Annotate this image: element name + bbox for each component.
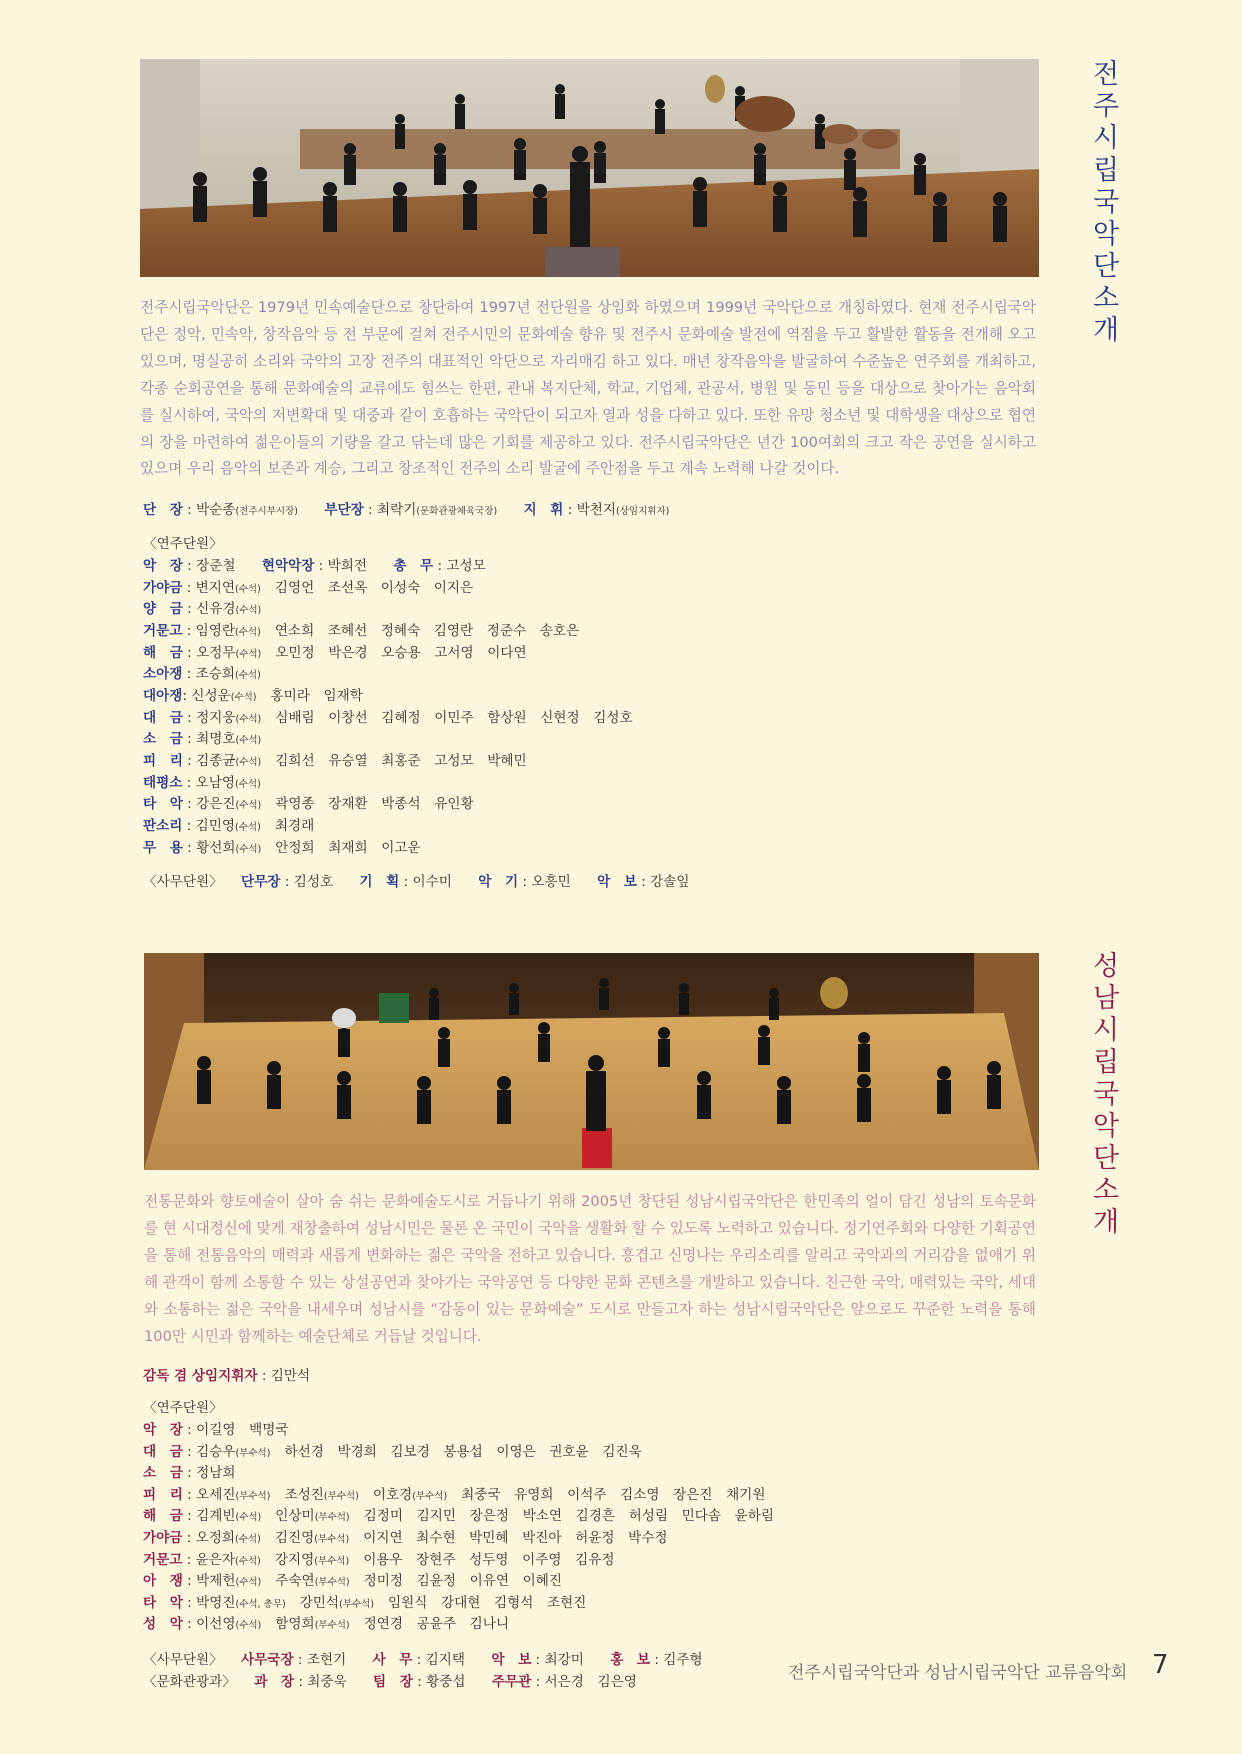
name-dan: 박순종 <box>196 502 236 518</box>
name-ji: 박천지 <box>576 502 617 518</box>
member-label: 무 용 <box>143 840 183 856</box>
office-name: 최강미 <box>544 1652 584 1668</box>
member-label: 악 장 <box>143 1422 183 1438</box>
director-name: 김만석 <box>270 1368 311 1384</box>
member-label: 타 악 <box>143 1594 183 1611</box>
member-name: 정남희 <box>196 1465 236 1482</box>
member-label: 거문고 <box>143 623 183 639</box>
office-label: 기 획 <box>359 874 400 890</box>
office-label: 악 보 <box>597 874 637 890</box>
culture-name: 최중욱 <box>307 1674 347 1690</box>
member-name: 강지영 <box>274 1551 315 1568</box>
member-lead: 최명호 <box>196 731 236 747</box>
member-label: 양 금 <box>143 601 183 617</box>
member-name: 정미정 김윤정 이유연 이혜진 <box>363 1573 562 1590</box>
office-name: 이수미 <box>412 874 452 890</box>
office-heading: 〈사무단원〉 <box>143 1652 223 1668</box>
member-note: (수석) <box>235 822 261 833</box>
member-label: 피 리 <box>143 753 183 769</box>
member-note: (부수석) <box>235 1447 271 1459</box>
member-note: (부수석) <box>323 1490 359 1502</box>
member-label: 해 금 <box>143 645 183 661</box>
jeonju-member-row: 태평소 : 오남영(수석) <box>143 775 261 791</box>
orchestra-photo-illustration <box>144 953 1039 1170</box>
member-names: 김희선 유승열 최홍준 고성모 박혜민 <box>275 753 527 769</box>
member-name: 이지연 최수현 박민혜 박진아 허윤정 박수정 <box>363 1530 668 1546</box>
member-name: 강민석 <box>299 1594 340 1611</box>
member-note: (부수석) <box>314 1577 350 1589</box>
jeonju-member-row: 타 악 : 강은진(수석) 곽영종 장재환 박종석 유인황 <box>143 796 474 812</box>
jeonju-member-row: 대 금 : 정지웅(수석) 심배림 이창선 김혜정 이민주 함상원 신현정 김성호 <box>143 710 633 726</box>
office-label: 단무장 <box>241 874 281 890</box>
member-label: 총 무 <box>393 558 434 574</box>
seongnam-member-row: 소 금 : 정남희 <box>143 1465 236 1482</box>
jeonju-member-row: 피 리 : 김종균(수석) 김희선 유승열 최홍준 고성모 박혜민 <box>143 753 527 769</box>
orchestra-photo-illustration <box>140 59 1039 277</box>
culture-heading: 〈문화관광과〉 <box>143 1674 236 1690</box>
member-lead: 황선희 <box>196 840 236 856</box>
office-name: 오흥민 <box>531 874 571 890</box>
member-note: (수석, 총무) <box>235 1598 286 1610</box>
member-note: (수석) <box>235 1620 262 1632</box>
jeonju-leaders: 단 장 : 박순종(전주시부시장) 부단장 : 최락기(문화관광체육국장) 지 휘 : 박천지(상임지휘자) <box>143 502 670 518</box>
member-name: 임원식 강대현 김형석 조현진 <box>388 1594 587 1611</box>
member-note: (수석) <box>235 714 262 725</box>
jeonju-member-row: 무 용 : 황선희(수석) 안정희 최재희 이고운 <box>143 840 421 856</box>
member-label: 피 리 <box>143 1486 183 1503</box>
member-label: 타 악 <box>143 796 183 812</box>
member-names: 곽영종 장재환 박종석 유인황 <box>275 796 474 812</box>
culture-name: 황중섭 <box>426 1674 466 1690</box>
member-name: 박제헌 <box>196 1573 236 1590</box>
member-label: 성 악 <box>143 1616 183 1633</box>
title-text: 성남시립국악단 소개 <box>1092 951 1120 1238</box>
office-name: 김성호 <box>293 874 334 890</box>
seongnam-member-row: 아 쟁 : 박제헌(수석) 주숙연(부수석) 정미정 김윤정 이유연 이혜진 <box>143 1573 562 1590</box>
seongnam-member-row: 대 금 : 김승우(부수석) 하선경 박경희 김보경 봉용섭 이영은 권호윤 김진욱 <box>143 1443 642 1460</box>
member-note: (부수석) <box>339 1598 375 1610</box>
seongnam-member-row: 성 악 : 이선영(수석) 함영희(부수석) 정연경 공윤주 김나니 <box>143 1616 510 1633</box>
jeonju-office-staff: 〈사무단원〉 단무장 : 김성호 기 획 : 이수미 악 기 : 오흥민 악 보 : 강솔잎 <box>143 874 690 890</box>
member-label: 가야금 <box>143 1530 183 1546</box>
member-names: 홍미라 임재학 <box>270 688 363 704</box>
member-names: 최경래 <box>274 818 315 834</box>
office-label: 악 기 <box>478 874 519 890</box>
member-note: (수석) <box>235 1534 261 1545</box>
member-lead: 임영란 <box>195 623 236 639</box>
jeonju-member-row: 판소리 : 김민영(수석) 최경래 <box>143 818 315 834</box>
seongnam-member-row: 해 금 : 김계빈(수석) 인상미(부수석) 김정미 김지민 장은정 박소연 김경흔 허성림 민다솜 윤하림 <box>143 1508 774 1525</box>
member-note: (수석) <box>235 735 262 746</box>
member-note: (부수석) <box>235 1490 271 1502</box>
member-note: (수석) <box>235 757 262 768</box>
jeonju-member-row: 양 금 : 신유경(수석) <box>143 601 262 617</box>
culture-label: 과 장 <box>254 1674 295 1690</box>
jeonju-member-row: 대아쟁: 신성운(수석) 홍미라 임재학 <box>143 688 363 704</box>
member-names: 안정희 최재희 이고운 <box>275 840 421 856</box>
member-lead: 조승희 <box>195 666 236 682</box>
jeonju-orchestra-photo <box>140 59 1039 277</box>
note-ji: (상임지휘자) <box>616 506 670 517</box>
member-lead: 신성운 <box>191 688 231 704</box>
member-name: 하선경 박경희 김보경 봉용섭 이영은 권호윤 김진욱 <box>284 1443 642 1460</box>
seongnam-director: 감독 겸 상임지휘자 : 김만석 <box>143 1368 311 1384</box>
member-names: 연소희 조혜선 정혜숙 김영란 정준수 송호은 <box>274 623 580 639</box>
member-note: (수석) <box>235 670 261 681</box>
office-name: 강솔잎 <box>650 874 690 890</box>
director-label: 감독 겸 상임지휘자 <box>143 1368 258 1384</box>
jeonju-member-row: 가야금 : 변지연(수석) 김영언 조선옥 이성숙 이지은 <box>143 580 474 596</box>
jeonju-member-row: 악 장 : 장준철 현악악장 : 박희전 총 무 : 고성모 <box>143 558 486 574</box>
title-text: 전주시립국악단 소개 <box>1092 59 1120 346</box>
office-name: 김주형 <box>663 1652 703 1668</box>
note-bu: (문화관광체육국장) <box>416 506 498 517</box>
member-label: 거문고 <box>143 1551 183 1568</box>
member-name: 이용우 장현주 성두영 이주영 김유정 <box>363 1551 615 1568</box>
label-dan: 단 장 <box>143 502 183 518</box>
seongnam-intro-paragraph: 전통문화와 향토예술이 살아 숨 쉬는 문화예술도시로 거듭나기 위해 2005년 창단된 성남시립국악단은 한민족의 얼이 담긴 성남의 토속문화를 현 시대정신에 맞게 재창출하여 성남시민은 물론 온 국민이 국악을 생활화 할 수 있도록 노력하고 있습니다. 정기연주회와 다양한 기획공연을 통해 전통음악의 매력과 새롭게 변화하는 젊은 국악을 전하고 있습니다. 흥겹고 신명나는 우리소리를 알리고 국악과의 거리감을 없애기 위해 관객이 함께 소통할 수 있는 상설공연과 찾아가는 국악공연 등 다양한 문화 콘텐츠를 개발하고 있습니다. 친근한 국악, 매력있는 국악, 세대와 소통하는 젊은 국악을 내세우며 성남시를 “감동이 있는 문화예술” 도시로 만들고자 하는 성남시립국악단은 앞으로도 꾸준한 노력을 통해 100만 시민과 함께하는 예술단체로 거듭날 것입니다. <box>144 1193 1036 1345</box>
jeonju-member-row: 거문고 : 임영란(수석) 연소희 조혜선 정혜숙 김영란 정준수 송호은 <box>143 623 580 639</box>
office-name: 조현기 <box>306 1652 347 1668</box>
member-note: (수석) <box>235 800 262 811</box>
member-name: 주숙연 <box>275 1573 315 1590</box>
member-name: 윤은자 <box>195 1551 236 1568</box>
member-lead: 변지연 <box>195 580 236 596</box>
member-name: 오정희 <box>195 1530 236 1546</box>
member-label: 소 금 <box>143 731 183 747</box>
member-name: 정연경 공윤주 김나니 <box>363 1616 510 1633</box>
name-bu: 최락기 <box>376 502 417 518</box>
seongnam-members-heading: 〈연주단원〉 <box>143 1400 223 1416</box>
member-name: 김진영 <box>274 1530 315 1546</box>
member-name: 조성진 <box>284 1486 324 1503</box>
seongnam-office-staff: 〈사무단원〉 사무국장 : 조현기 사 무 : 김지택 악 보 : 최강미 홍 보 : 김주형 <box>143 1652 703 1668</box>
member-note: (수석) <box>235 1512 262 1524</box>
member-label: 악 장 <box>143 558 183 574</box>
member-note: (수석) <box>235 1577 262 1589</box>
page-number: 7 <box>1152 1650 1169 1680</box>
member-label: 대 금 <box>143 710 183 726</box>
member-label: 태평소 <box>143 775 183 791</box>
member-note: (부수석) <box>412 1490 448 1502</box>
member-note: (수석) <box>235 844 262 855</box>
label-bu: 부단장 <box>324 502 364 518</box>
member-note: (부수석) <box>314 1534 350 1545</box>
member-note: (수석) <box>235 779 261 790</box>
member-note: (부수석) <box>314 1512 350 1524</box>
seongnam-member-row: 악 장 : 이길영 백명국 <box>143 1422 289 1438</box>
member-label: 대 금 <box>143 1443 183 1460</box>
member-name: 이길영 백명국 <box>196 1422 289 1438</box>
seongnam-member-row: 가야금 : 오정희(수석) 김진영(부수석) 이지연 최수현 박민혜 박진아 허윤정 박수정 <box>143 1530 668 1546</box>
member-label: 가야금 <box>143 580 183 596</box>
culture-label: 주무관 <box>491 1674 532 1690</box>
member-label: 소 금 <box>143 1465 183 1482</box>
member-name: 이호경 <box>372 1486 413 1503</box>
culture-label: 팀 장 <box>373 1674 413 1690</box>
note-dan: (전주시부시장) <box>235 506 298 517</box>
jeonju-member-row: 소아쟁 : 조승희(수석) <box>143 666 261 682</box>
member-lead: 김민영 <box>195 818 236 834</box>
member-note: (수석) <box>235 627 261 638</box>
member-name: 김계빈 <box>196 1508 236 1525</box>
member-label: 해 금 <box>143 1508 183 1525</box>
office-label: 사무국장 <box>241 1652 294 1668</box>
seongnam-member-row: 타 악 : 박영진(수석, 총무) 강민석(부수석) 임원식 강대현 김형석 조현진 <box>143 1594 587 1611</box>
jeonju-intro-paragraph: 전주시립국악단은 1979년 민속예술단으로 창단하여 1997년 전단원을 상임화 하였으며 1999년 국악단으로 개칭하였다. 현재 전주시립국악단은 정악, 민속악, 창작음악 등 전 부문에 걸쳐 전주시민의 문화예술 향유 및 전주시 문화예술 발전에 역점을 두고 활발한 활동을 전개해 오고 있으며, 명실공히 소리와 국악의 고장 전주의 대표적인 악단으로 자리매김 하고 있다. 매년 창작음악을 발굴하여 수준높은 연주회를 개최하고, 각종 순회공연을 통해 문화예술의 교류에도 힘쓰는 한편, 관내 복지단체, 학교, 기업체, 관공서, 병원 및 동민 등을 대상으로 찾아가는 음악회를 실시하여, 국악의 저변확대 및 대중과 같이 호흡하는 국악단이 되고자 열과 성을 다하고 있다. 또한 유망 청소년 및 대학생을 대상으로 협연의 장을 마련하여 젊은이들의 기량을 갈고 닦는데 많은 기회를 제공하고 있다. 전주시립국악단은 년간 100여회의 크고 작은 공연을 실시하고 있으며 우리 음악의 보존과 계승, 그리고 창조적인 전주의 소리 발굴에 주안점을 두고 계속 노력해 나갈 것이다. <box>140 299 1036 478</box>
office-label: 홍 보 <box>610 1652 651 1668</box>
member-name: 장준철 <box>196 558 236 574</box>
member-lead: 정지웅 <box>196 710 236 726</box>
member-name: 인상미 <box>275 1508 315 1525</box>
member-name: 최중국 유영희 이석주 김소영 장은진 채기원 <box>461 1486 766 1503</box>
member-note: (수석) <box>235 605 262 616</box>
member-note: (부수석) <box>314 1620 350 1632</box>
office-name: 김지택 <box>425 1652 466 1668</box>
member-name: 박희전 <box>327 558 367 574</box>
jeonju-member-row: 해 금 : 오정무(수석) 오민정 박은경 오승용 고서영 이다연 <box>143 645 527 661</box>
seongnam-member-row: 피 리 : 오세진(부수석) 조성진(부수석) 이호경(부수석) 최중국 유영희 이석주 김소영 장은진 채기원 <box>143 1486 766 1503</box>
member-note: (수석) <box>230 692 257 703</box>
member-lead: 김종균 <box>196 753 236 769</box>
label-ji: 지 휘 <box>523 502 564 518</box>
member-note: (부수석) <box>314 1555 350 1567</box>
office-label: 악 보 <box>491 1652 532 1668</box>
member-name: 박영진 <box>196 1594 236 1611</box>
member-label: 대아쟁 <box>143 688 183 704</box>
office-label: 사 무 <box>372 1652 413 1668</box>
member-name: 이선영 <box>196 1616 236 1633</box>
member-label: 아 쟁 <box>143 1573 183 1590</box>
member-names: 김영언 조선옥 이성숙 이지은 <box>274 580 474 596</box>
seongnam-culture-dept: 〈문화관광과〉 과 장 : 최중욱 팀 장 : 황중섭 주무관 : 서은경 김은영 <box>143 1674 637 1690</box>
member-names: 심배림 이창선 김혜정 이민주 함상원 신현정 김성호 <box>275 710 633 726</box>
seongnam-orchestra-photo <box>144 953 1039 1170</box>
member-note: (수석) <box>235 649 262 660</box>
seongnam-member-row: 거문고 : 윤은자(수석) 강지영(부수석) 이용우 장현주 성두영 이주영 김유정 <box>143 1551 615 1568</box>
seongnam-section-title <box>1086 951 1126 1239</box>
member-label: 현악악장 <box>261 558 315 574</box>
member-name: 고성모 <box>446 558 486 574</box>
member-lead: 신유경 <box>196 601 236 617</box>
member-lead: 강은진 <box>196 796 236 812</box>
member-names: 오민정 박은경 오승용 고서영 이다연 <box>275 645 527 661</box>
member-name: 김정미 김지민 장은정 박소연 김경흔 허성림 민다솜 윤하림 <box>363 1508 774 1525</box>
member-lead: 오정무 <box>196 645 236 661</box>
footer-title: 전주시립국악단과 성남시립국악단 교류음악회 <box>788 1663 1128 1683</box>
member-label: 판소리 <box>143 818 183 834</box>
member-note: (수석) <box>235 1555 261 1567</box>
jeonju-members-heading: 〈연주단원〉 <box>143 536 223 552</box>
member-note: (수석) <box>235 584 261 595</box>
jeonju-member-row: 소 금 : 최명호(수석) <box>143 731 262 747</box>
office-heading: 〈사무단원〉 <box>143 874 223 890</box>
culture-name: 서은경 김은영 <box>544 1674 637 1690</box>
member-name: 김승우 <box>196 1443 236 1460</box>
member-name: 함영희 <box>275 1616 315 1633</box>
member-name: 오세진 <box>196 1486 236 1503</box>
member-lead: 오남영 <box>195 775 236 791</box>
jeonju-section-title <box>1086 59 1126 347</box>
member-label: 소아쟁 <box>143 666 183 682</box>
